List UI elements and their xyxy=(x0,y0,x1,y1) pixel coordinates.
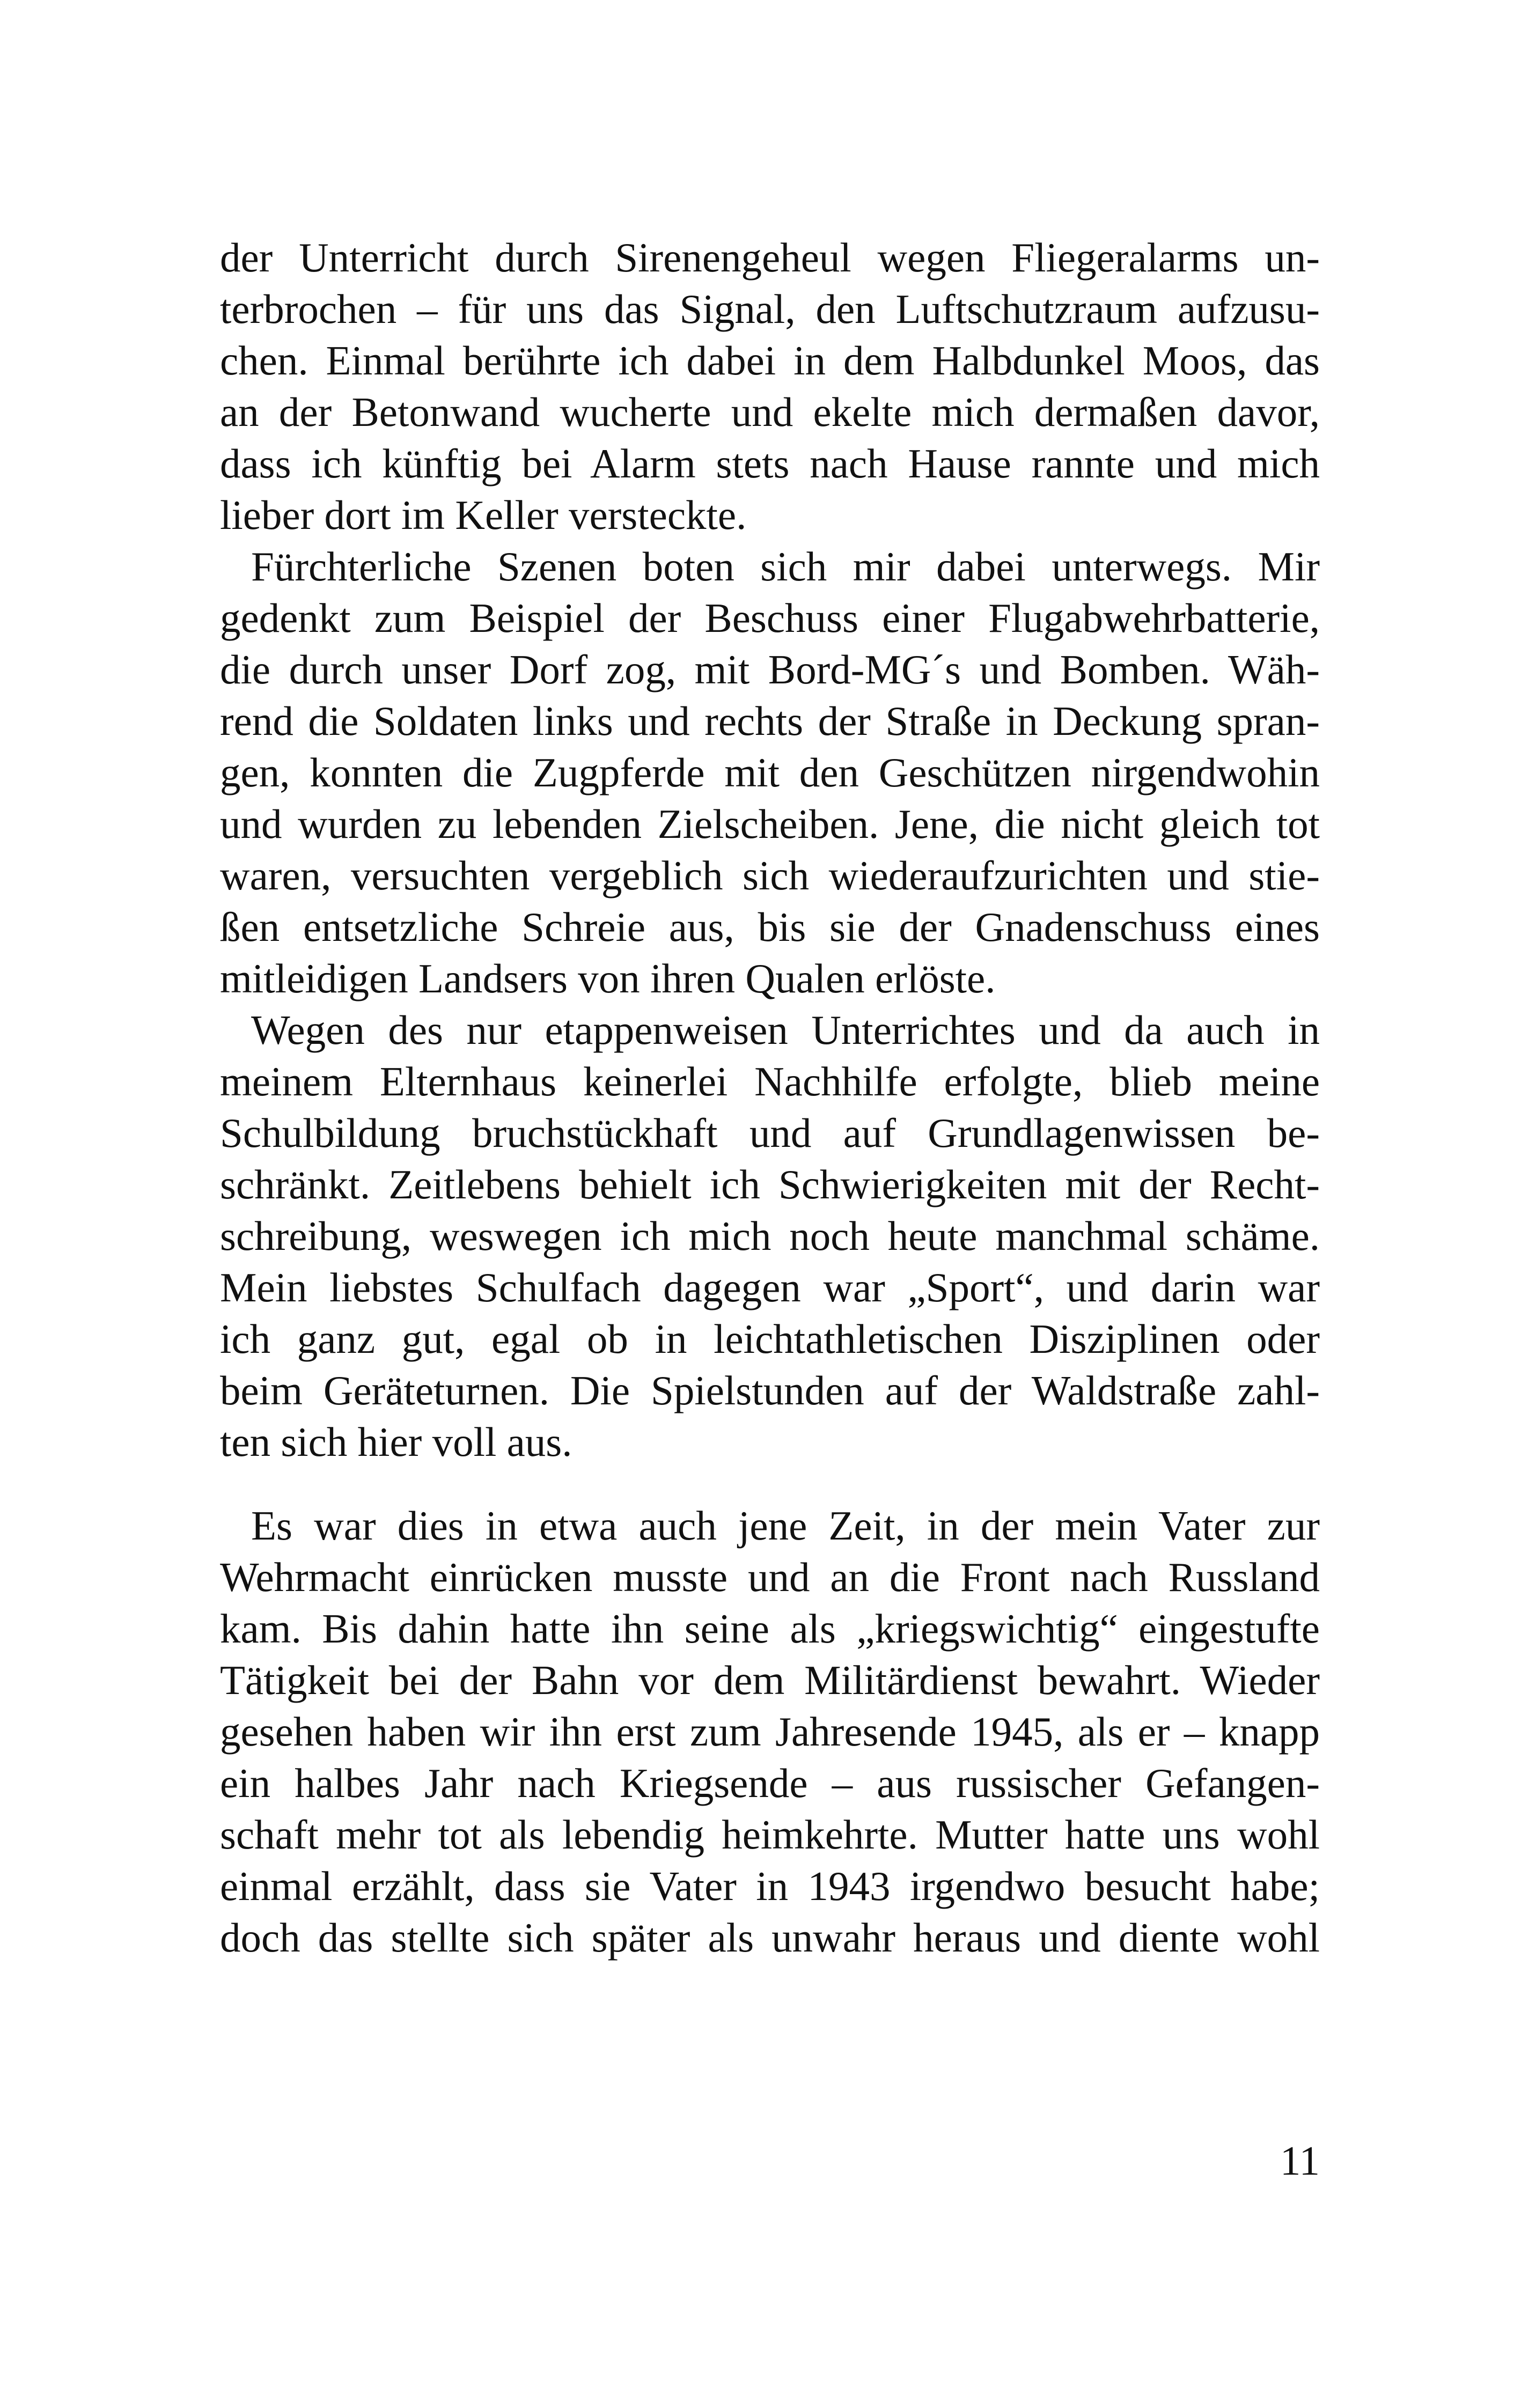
text-line: Wegen des nur etappenweisen Unterrichtes und da auch in xyxy=(251,1007,1320,1053)
text-line: beim Geräteturnen. Die Spielstunden auf der Waldstraße zahl- xyxy=(220,1367,1320,1413)
text-line: ten sich hier voll aus. xyxy=(220,1419,572,1465)
text-line: waren, versuchten vergeblich sich wiederaufzurichten und stie- xyxy=(220,852,1320,899)
paragraph xyxy=(220,232,1320,541)
text-line: an der Betonwand wucherte und ekelte mich dermaßen davor, xyxy=(220,389,1320,435)
text-line: ßen entsetzliche Schreie aus, bis sie der Gnadenschuss eines xyxy=(220,904,1320,950)
text-line: mitleidigen Landsers von ihren Qualen erlöste. xyxy=(220,955,996,1002)
text-line: Mein liebstes Schulfach dagegen war „Sport“, und darin war xyxy=(220,1264,1320,1310)
text-line: und wurden zu lebenden Zielscheiben. Jene, die nicht gleich tot xyxy=(220,801,1320,847)
page-number: 11 xyxy=(1280,2138,1320,2184)
section-break xyxy=(220,1468,1320,1500)
text-line: Wehrmacht einrücken musste und an die Front nach Russland xyxy=(220,1554,1320,1600)
text-line: kam. Bis dahin hatte ihn seine als „kriegswichtig“ eingestufte xyxy=(220,1606,1320,1652)
text-line: gesehen haben wir ihn erst zum Jahresende 1945, als er – knapp xyxy=(220,1709,1320,1755)
text-line: rend die Soldaten links und rechts der Straße in Deckung spran- xyxy=(220,698,1320,744)
text-line: Schulbildung bruchstückhaft und auf Grundlagenwissen be- xyxy=(220,1110,1320,1156)
text-line: dass ich künftig bei Alarm stets nach Hause rannte und mich xyxy=(220,440,1320,487)
text-line: gen, konnten die Zugpferde mit den Geschützen nirgendwohin xyxy=(220,749,1320,796)
body-text xyxy=(220,232,1320,1963)
text-line: terbrochen – für uns das Signal, den Luftschutzraum aufzusu- xyxy=(220,286,1320,332)
text-line: Es war dies in etwa auch jene Zeit, in der mein Vater zur xyxy=(251,1503,1320,1549)
text-line: Tätigkeit bei der Bahn vor dem Militärdienst bewahrt. Wieder xyxy=(220,1657,1320,1703)
text-line: gedenkt zum Beispiel der Beschuss einer Flugabwehrbatterie, xyxy=(220,595,1320,641)
paragraph xyxy=(220,1500,1320,1963)
text-line: chen. Einmal berührte ich dabei in dem Halbdunkel Moos, das xyxy=(220,337,1320,384)
text-line: der Unterricht durch Sirenengeheul wegen Fliegeralarms un- xyxy=(220,234,1320,281)
text-line: Fürchterliche Szenen boten sich mir dabei unterwegs. Mir xyxy=(251,543,1320,590)
text-line: ein halbes Jahr nach Kriegsende – aus russischer Gefangen- xyxy=(220,1760,1320,1806)
text-line: lieber dort im Keller versteckte. xyxy=(220,492,747,538)
text-line: doch das stellte sich später als unwahr heraus und diente wohl xyxy=(220,1914,1320,1961)
text-line: schränkt. Zeitlebens behielt ich Schwierigkeiten mit der Recht- xyxy=(220,1161,1320,1207)
text-line: einmal erzählt, dass sie Vater in 1943 irgendwo besucht habe; xyxy=(220,1863,1320,1909)
text-line: schaft mehr tot als lebendig heimkehrte. Mutter hatte uns wohl xyxy=(220,1811,1320,1858)
text-line: meinem Elternhaus keinerlei Nachhilfe erfolgte, blieb meine xyxy=(220,1058,1320,1104)
text-line: ich ganz gut, egal ob in leichtathletischen Disziplinen oder xyxy=(220,1316,1320,1362)
text-line: schreibung, weswegen ich mich noch heute manchmal schäme. xyxy=(220,1213,1320,1259)
text-line: die durch unser Dorf zog, mit Bord-MG´s und Bomben. Wäh- xyxy=(220,646,1320,693)
paragraph xyxy=(220,1004,1320,1468)
paragraph xyxy=(220,541,1320,1004)
